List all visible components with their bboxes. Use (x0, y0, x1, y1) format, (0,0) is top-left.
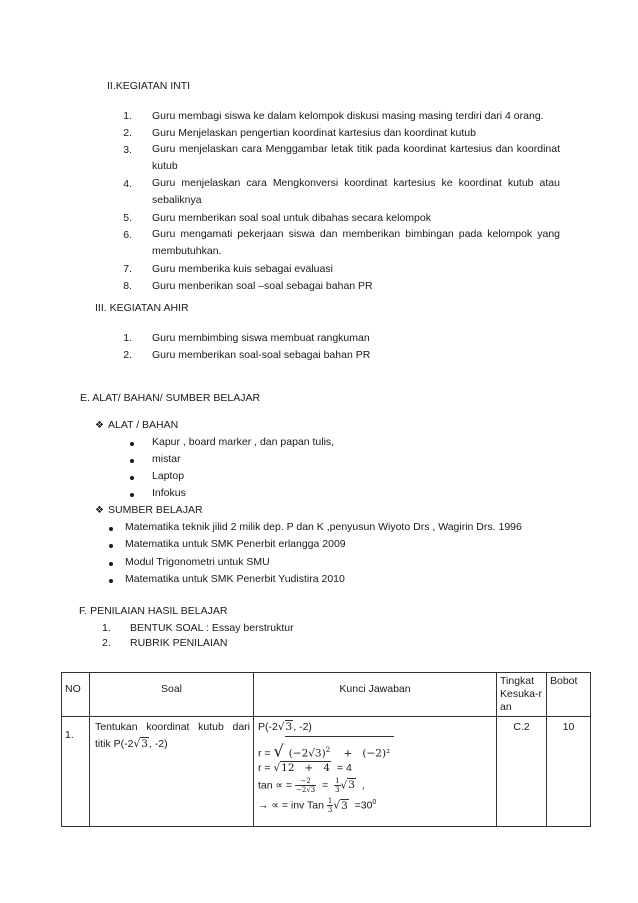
section-f-item-text: RUBRIK PENILAIAN (130, 637, 228, 649)
kegiatan-ahir-heading: III. KEGIATAN AHIR (95, 302, 189, 314)
kunci-line1-radicand: 3 (285, 721, 293, 733)
kunci-line5-radicand: 3 (341, 799, 348, 812)
inti-item-text: Guru memberikan soal soal untuk dibahas secara kelompok (152, 212, 431, 224)
kunci-line4-frac-den: 3 (335, 786, 340, 794)
row-bobot: 10 (547, 717, 591, 827)
table-row (62, 717, 591, 827)
inti-item-text: Guru Menjelaskan pengertian koordinat kartesius dan koordinat kutub (152, 127, 476, 139)
section-f-heading: F. PENILAIAN HASIL BELAJAR (79, 605, 228, 617)
header-no: NO (62, 673, 90, 717)
kunci-line5-frac-num: 1 (327, 797, 333, 806)
kunci-line5-frac-den: 3 (327, 806, 333, 815)
header-tingkat: Tingkat Kesuka-ran (497, 673, 547, 717)
alat-item: Laptop (152, 470, 185, 482)
alat-heading: ALAT / BAHAN (108, 419, 179, 431)
bullet-icon (130, 459, 134, 463)
kunci-line3-radicand: 12 + 4 (281, 762, 331, 774)
rubrik-table (61, 672, 591, 827)
bullet-icon (109, 562, 113, 566)
kunci-line2-plus: + (343, 747, 353, 760)
inti-item-number: 3. (123, 144, 132, 156)
kunci-line4-frac-num: 1 (335, 777, 340, 785)
bullet-icon (130, 476, 134, 480)
kunci-line-5: → ∝ = inv Tan $\frac{1}{3}$ $√3 =30^0$ (258, 797, 377, 815)
kunci-line2-exponent: 2 (325, 746, 331, 754)
kunci-line4-equals: = (322, 779, 329, 792)
section-f-item-text: BENTUK SOAL : Essay berstruktur (130, 622, 294, 634)
bullet-icon (130, 493, 134, 497)
kunci-line2-term1: (−2√3) (288, 747, 326, 760)
ahir-item-number: 1. (123, 332, 132, 344)
diamond-bullet-icon: ❖ (95, 505, 104, 516)
sumber-item: Modul Trigonometri untuk SMU (125, 556, 270, 568)
section-f-item-number: 2. (102, 637, 111, 649)
inti-item-text: Guru menjelaskan cara Mengkonversi koordinat kartesius ke koordinat kutub atau sebaliknya (152, 177, 560, 206)
kunci-line4-radicand: 3 (348, 779, 355, 792)
kunci-line5-rhs: =30 (354, 799, 373, 812)
inti-item-number: 2. (123, 127, 132, 139)
alat-item: Infokus (152, 487, 186, 499)
header-kunci: Kunci Jawaban (254, 673, 497, 717)
section-e-heading: E. ALAT/ BAHAN/ SUMBER BELAJAR (80, 392, 261, 404)
kunci-line5-degree: 0 (372, 799, 377, 806)
inti-item-text: Guru mengamati pekerjaan siswa dan memberikan bimbingan pada kelompok yang membutuhkan. (152, 228, 560, 257)
kunci-line4-lhs: tan ∝ = (258, 779, 293, 792)
sumber-item: Matematika teknik jilid 2 milik dep. P dan K ,penyusun Wiyoto Drs , Wagirin Drs. 1996 (125, 521, 522, 533)
kunci-line2-lhs: r = (258, 747, 271, 760)
inti-item-number: 6. (123, 229, 132, 241)
header-bobot: Bobot (547, 673, 591, 717)
alat-item: Kapur , board marker , dan papan tulis, (152, 436, 335, 448)
kunci-line1-prefix: P(-2 (258, 721, 278, 733)
kunci-line1-suffix: , -2) (293, 721, 312, 733)
kunci-line3-lhs: r = (258, 762, 271, 774)
bullet-icon (109, 544, 113, 548)
kunci-line4-end: , (361, 779, 365, 792)
bullet-icon (109, 579, 113, 583)
ahir-item-number: 2. (123, 349, 132, 361)
diamond-bullet-icon: ❖ (95, 420, 104, 431)
inti-item-number: 5. (123, 212, 132, 224)
sumber-item: Matematika untuk SMK Penerbit erlangga 2009 (125, 538, 346, 550)
row-kunci (254, 717, 497, 827)
inti-item-number: 4. (123, 178, 132, 190)
ahir-item-text: Guru membimbing siswa membuat rangkuman (152, 332, 370, 344)
kunci-line5-lhs: → ∝ = inv Tan (258, 799, 324, 812)
bullet-icon (130, 442, 134, 446)
kunci-line-2: r = √ $(-2√3)^2$ + (−2)² (258, 736, 493, 760)
sumber-heading: SUMBER BELAJAR (108, 504, 203, 516)
table-header-row (62, 673, 591, 717)
soal-prefix: Tentukan koordinat kutub dari titik P(-2 (95, 721, 250, 750)
kunci-line-1: P(-2√3, -2) (258, 721, 312, 733)
inti-item-number: 8. (123, 280, 132, 292)
soal-suffix: , -2) (148, 738, 168, 750)
alat-item: mistar (152, 453, 181, 465)
kunci-line4-denominator: −2√3 (296, 786, 316, 794)
inti-item-text: Guru membagi siswa ke dalam kelompok diskusi masing masing terdiri dari 4 orang. (152, 110, 544, 122)
row-no: 1. (62, 717, 90, 827)
kunci-line-3: r = √12 + 4 = 4 (258, 762, 352, 774)
sumber-item: Matematika untuk SMK Penerbit Yudistira 2010 (125, 573, 345, 585)
ahir-item-text: Guru memberikan soal-soal sebagai bahan PR (152, 349, 371, 361)
section-f-item-number: 1. (102, 622, 111, 634)
soal-radicand: 3 (141, 738, 148, 750)
inti-item-text: Guru memberika kuis sebagai evaluasi (152, 263, 333, 275)
header-soal: Soal (90, 673, 254, 717)
inti-item-number: 7. (123, 263, 132, 275)
kegiatan-inti-heading: II.KEGIATAN INTI (107, 80, 191, 92)
kunci-line4-numerator: −2 (295, 777, 316, 786)
bullet-icon (109, 527, 113, 531)
inti-item-text: Guru menjelaskan cara Menggambar letak titik pada koordinat kartesius dan koordinat kutub (152, 143, 560, 172)
inti-item-text: Guru menberikan soal –soal sebagai bahan PR (152, 280, 373, 292)
inti-item-number: 1. (123, 110, 132, 122)
kunci-line-4: tan ∝ = $\frac{-2}{-2√3}$ = $\frac{1}{3}$ √3 , (258, 777, 365, 794)
row-tingkat: C.2 (497, 717, 547, 827)
row-soal: Tentukan koordinat kutub dari titik P(-2√3, -2) (90, 717, 254, 827)
kunci-line2-term2: (−2)² (362, 747, 391, 760)
kunci-line3-rhs: = 4 (336, 762, 352, 774)
